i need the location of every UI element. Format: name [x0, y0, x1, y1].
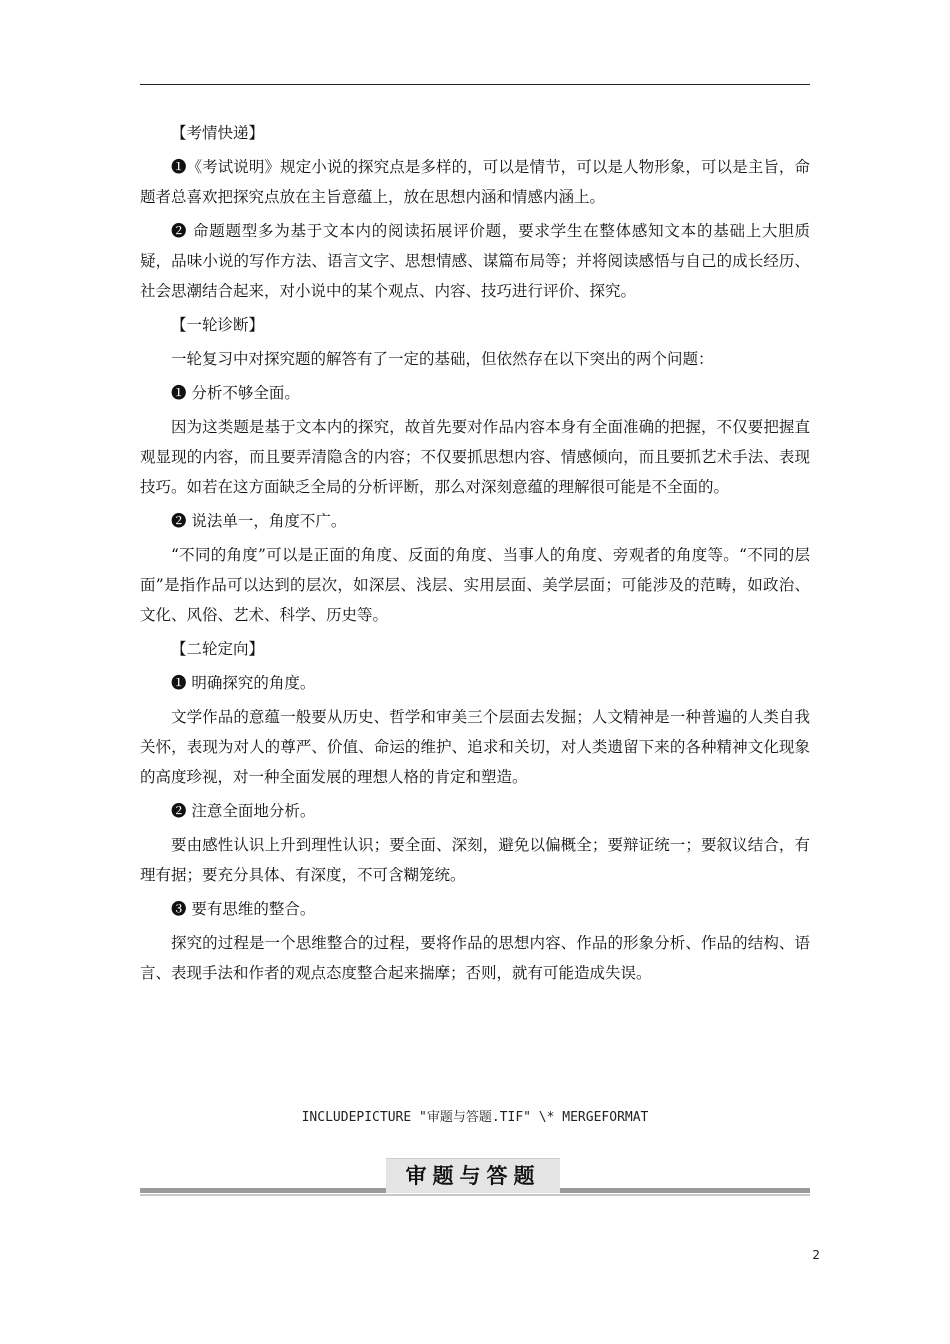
paragraph: 要由感性认识上升到理性认识；要全面、深刻，避免以偏概全；要辩证统一；要叙议结合，有理有据；要充分具体、有深度，不可含糊笼统。 — [140, 836, 810, 884]
page-number: 2 — [812, 1248, 820, 1262]
paragraph: 文学作品的意蕴一般要从历史、哲学和审美三个层面去发掘；人文精神是一种普遍的人类自我关怀，表现为对人的尊严、价值、命运的维护、追求和关切，对人类遗留下来的各种精神文化现象的高度珍视，对一种全面发展的理想人格的肯定和塑造。 — [140, 708, 810, 786]
body-content — [140, 118, 810, 988]
paragraph: ❷ 命题题型多为基于文本内的阅读拓展评价题，要求学生在整体感知文本的基础上大胆质疑，品味小说的写作方法、语言文字、思想情感、谋篇布局等；并将阅读感悟与自己的成长经历、社会思潮结合起来，对小说中的某个观点、内容、技巧进行评价、探究。 — [140, 222, 810, 300]
paragraph: 一轮复习中对探究题的解答有了一定的基础，但依然存在以下突出的两个问题： — [171, 350, 714, 368]
paragraph: “不同的角度”可以是正面的角度、反面的角度、当事人的角度、旁观者的角度等。“不同的层面”是指作品可以达到的层次，如深层、浅层、实用层面、美学层面；可能涉及的范畴，如政治、文化、风俗、艺术、科学、历史等。 — [140, 546, 810, 624]
banner-bar-lower — [140, 1194, 810, 1196]
item-title: ❶ 分析不够全面。 — [171, 384, 300, 402]
banner-title: 审题与答题 — [386, 1158, 560, 1193]
item-title: ❶ 明确探究的角度。 — [171, 674, 316, 692]
section-heading-kaoqing: 【考情快递】 — [171, 124, 265, 142]
section-banner — [140, 1158, 810, 1198]
section-heading-erlun: 【二轮定向】 — [171, 640, 265, 658]
item-title: ❸ 要有思维的整合。 — [171, 900, 316, 918]
paragraph: 因为这类题是基于文本内的探究，故首先要对作品内容本身有全面准确的把握，不仅要把握直观显现的内容，而且要弄清隐含的内容；不仅要抓思想内容、情感倾向，而且要抓艺术手法、表现技巧。如若在这方面缺乏全局的分析评断，那么对深刻意蕴的理解很可能是不全面的。 — [140, 418, 810, 496]
paragraph: ❶《考试说明》规定小说的探究点是多样的，可以是情节，可以是人物形象，可以是主旨，命题者总喜欢把探究点放在主旨意蕴上，放在思想内涵和情感内涵上。 — [140, 158, 810, 206]
item-title: ❷ 注意全面地分析。 — [171, 802, 316, 820]
paragraph: 探究的过程是一个思维整合的过程，要将作品的思想内容、作品的形象分析、作品的结构、语言、表现手法和作者的观点态度整合起来揣摩；否则，就有可能造成失误。 — [140, 934, 810, 982]
section-heading-yilun: 【一轮诊断】 — [171, 316, 265, 334]
item-title: ❷ 说法单一，角度不广。 — [171, 512, 347, 530]
field-code-text: INCLUDEPICTURE "审题与答题.TIF" \* MERGEFORMAT — [301, 1110, 649, 1125]
header-rule — [140, 84, 810, 85]
